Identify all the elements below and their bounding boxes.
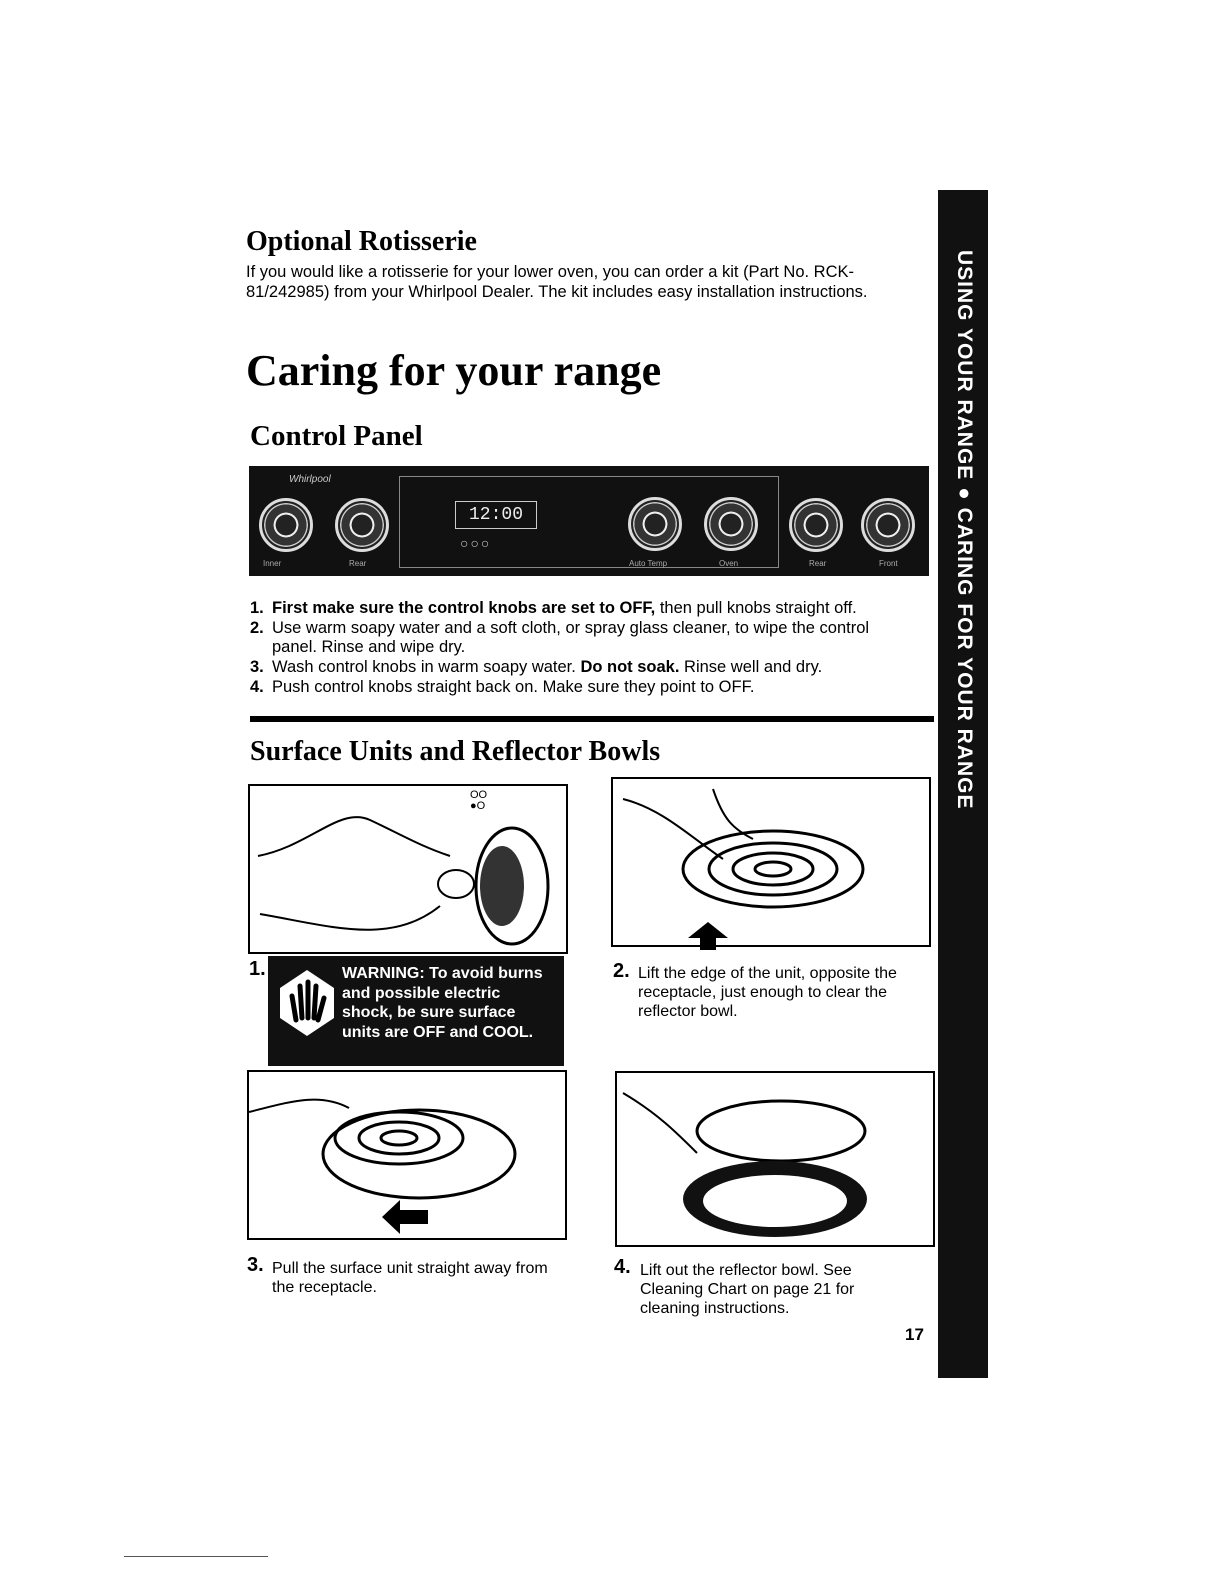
step-3-caption: Pull the surface unit straight away from the receptacle. [272,1260,548,1296]
timer-buttons-icon: ○○○ [460,535,492,551]
knob-icon [335,498,389,552]
step-number: 4. [614,1256,631,1278]
rotisserie-heading: Optional Rotisserie [246,226,477,257]
control-panel-heading: Control Panel [250,420,423,452]
list-item: 3. Wash control knobs in warm soapy water. Do not soak. Rinse well and dry. [250,658,823,676]
knob-label: Rear [349,559,367,568]
page-number: 17 [905,1325,924,1344]
brand-logo: Whirlpool [289,474,331,485]
reflector-bowl-icon [617,1073,933,1245]
knob-icon [259,498,313,552]
page-title: Caring for your range [246,346,662,395]
surface-units-heading: Surface Units and Reflector Bowls [250,736,661,767]
footer-rule [124,1556,268,1557]
knob-marks: OO ●O [470,789,488,812]
knob-icon [628,497,682,551]
list-item: 1. First make sure the control knobs are set to OFF, then pull knobs straight off. [250,599,857,617]
section-divider [250,716,934,722]
knob-label: Auto Temp [629,559,668,568]
knob-icon [789,498,843,552]
warning-hand-icon [278,968,336,1038]
warning-box [268,956,564,1066]
reflector-bowl-illustration [615,1071,935,1247]
step-number: 3. [247,1254,264,1276]
lift-unit-illustration [611,777,931,947]
control-panel-illustration [249,466,929,576]
knob-label: Inner [263,559,282,568]
knob-removal-illustration [248,784,568,954]
hand-pulling-knob-icon [250,786,566,952]
arrow-left-icon [382,1200,428,1234]
knob-label: Oven [719,559,739,568]
knob-label: Front [879,559,898,568]
knob-icon [704,497,758,551]
center-display-frame [399,476,779,568]
rotisserie-body: If you would like a rotisserie for your lower oven, you can order a kit (Part No. RCK-81/242985) from your Whirlpool Dealer. The kit includes easy installation instructions. [246,263,868,301]
coil-unit-icon [613,779,929,945]
side-tab-label: USING YOUR RANGE ● CARING FOR YOUR RANGE [953,250,976,810]
step-number: 2. [613,960,630,982]
step-2-caption: Lift the edge of the unit, opposite the receptacle, just enough to clear the reflector bowl. [638,965,897,1020]
arrow-up-icon [688,922,728,950]
step-number: 1. [249,958,266,980]
list-item: 2. Use warm soapy water and a soft cloth, or spray glass cleaner, to wipe the control panel. Rinse and wipe dry. [250,619,870,656]
clock-display: 12:00 [455,501,537,529]
knob-icon [861,498,915,552]
control-panel-steps [250,599,910,698]
list-item: 4. Push control knobs straight back on. Make sure they point to OFF. [250,678,755,696]
step-4-caption: Lift out the reflector bowl. See Cleaning Chart on page 21 for cleaning instructions. [640,1262,855,1317]
warning-text: WARNING: To avoid burns and possible electric shock, be sure surface units are OFF and COOL. [342,965,543,1041]
knob-label: Rear [809,559,827,568]
side-section-tab [938,190,988,1378]
